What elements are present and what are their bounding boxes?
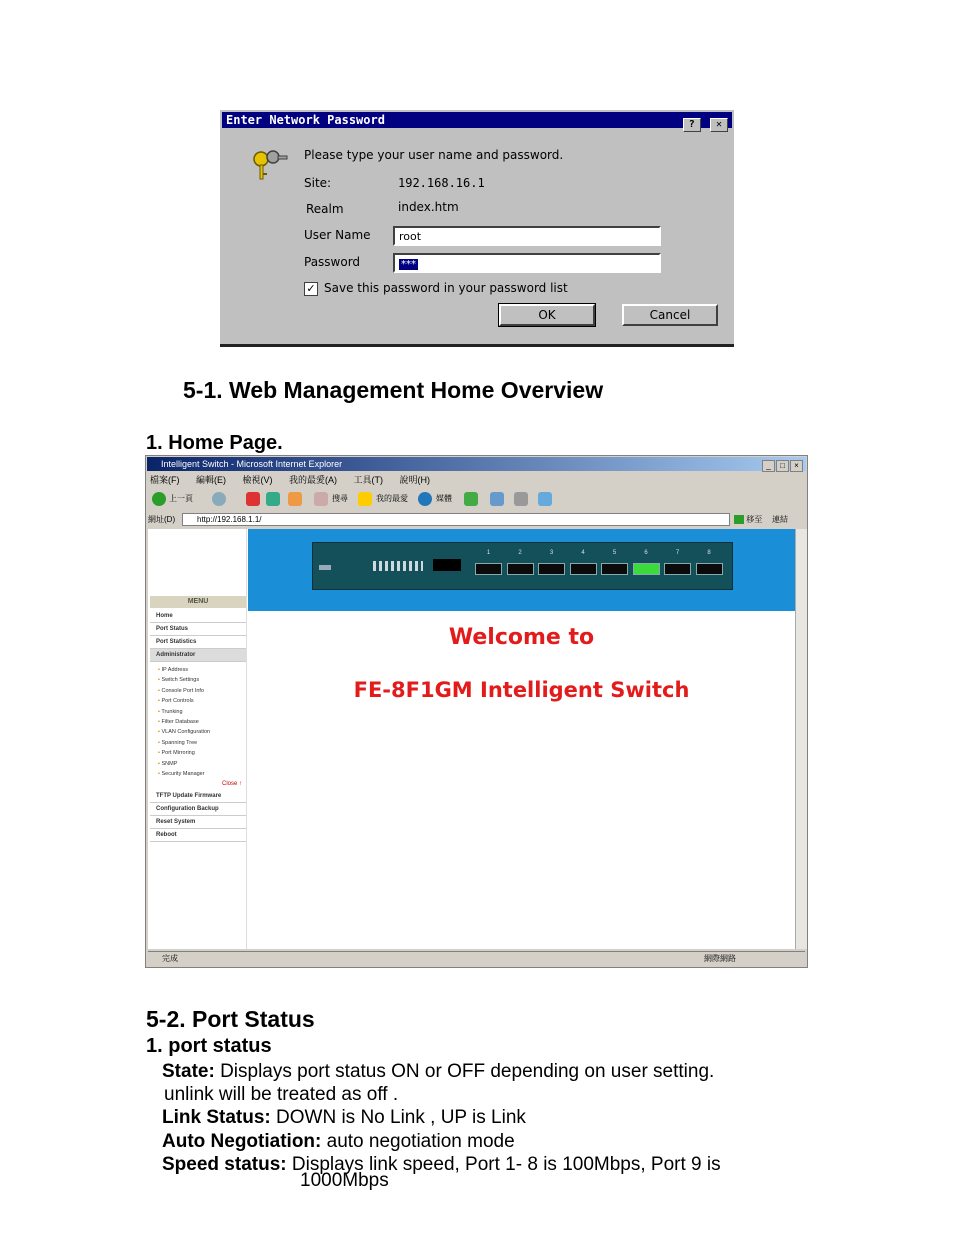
mail-icon[interactable] [490,492,504,506]
password-label: Password [304,255,361,269]
port-number-label: 2 [518,550,522,556]
realm-label: Realm [306,202,344,216]
media-icon[interactable] [418,492,432,506]
menu-item-config-backup[interactable]: Configuration Backup [150,803,246,816]
history-icon[interactable] [464,492,478,506]
auto-paragraph [162,1130,515,1153]
address-bar [148,513,805,527]
browser-window [145,455,808,968]
menu-item-port-status[interactable]: Port Status [150,623,246,636]
address-label: 網址(D) [148,515,176,524]
minimize-icon[interactable]: _ [762,460,775,472]
port-1-icon[interactable] [475,563,502,575]
speed-label: Speed status: [162,1154,287,1175]
site-value: 192.168.16.1 [398,176,485,190]
dialog-title-bar [222,112,732,128]
submenu-security-manager[interactable]: • Security Manager [150,769,246,779]
media-label[interactable]: 媒體 [436,494,452,503]
product-name: FE-8F1GM Intelligent Switch [353,678,690,702]
link-text: DOWN is No Link , UP is Link [270,1107,526,1128]
save-password-checkbox[interactable]: ✓ [304,282,318,296]
section-heading-overview: 5-1. Web Management Home Overview [183,377,604,403]
state-paragraph [162,1060,714,1083]
browser-title-bar [147,457,806,471]
auto-label: Auto Negotiation: [162,1131,322,1152]
go-arrow-icon [734,515,744,524]
back-icon[interactable] [152,492,166,506]
welcome-text: Welcome to [448,625,595,650]
power-led-icon [319,565,331,570]
vertical-scrollbar[interactable] [795,529,807,949]
state-label: State: [162,1061,215,1082]
clipped-line [0,1170,954,1191]
links-label[interactable]: 連結 [772,515,788,524]
help-button[interactable]: ? [683,118,701,132]
search-icon[interactable] [314,492,328,506]
username-label: User Name [304,228,371,242]
port-number-label: 1 [486,550,491,556]
port-number-label: 6 [644,550,648,556]
submenu-port-mirroring[interactable]: • Port Mirroring [150,748,246,758]
port-2-icon[interactable] [507,563,534,575]
password-mask: *** [401,259,416,270]
port-5-icon[interactable] [601,563,628,575]
port-number-label: 4 [581,550,585,556]
dialog-title: Enter Network Password [226,113,385,127]
menu-item-home[interactable]: Home [150,610,246,623]
refresh-icon[interactable] [266,492,280,506]
link-label: Link Status: [162,1107,271,1128]
go-label: 移至 [746,515,763,524]
home-icon[interactable] [288,492,302,506]
close-button[interactable]: ✕ [710,118,728,132]
port-4-icon[interactable] [570,563,597,575]
submenu-console-port-info[interactable]: • Console Port Info [150,686,246,696]
favorites-icon[interactable] [358,492,372,506]
port-8-icon[interactable] [696,563,723,575]
search-label[interactable]: 搜尋 [332,494,348,503]
print-icon[interactable] [514,492,528,506]
submenu-vlan-configuration[interactable]: • VLAN Configuration [150,727,246,737]
submenu-close-link[interactable] [150,779,246,790]
submenu-port-controls[interactable]: • Port Controls [150,696,246,706]
switch-front-panel [312,542,733,590]
port-number-label: 3 [549,550,554,556]
subheading-home-page: 1. Home Page. [146,432,283,454]
speed-paragraph [162,1153,721,1176]
port-number-label: 7 [675,550,680,556]
auto-text: auto negotiation mode [321,1131,515,1152]
menu-list [150,610,246,842]
port-number-label: 5 [612,550,617,556]
state-text: Displays port status ON or OFF depending on user setting. [214,1061,715,1082]
browser-toolbar [150,489,803,511]
state-continuation: unlink will be treated as off . [164,1084,399,1105]
stop-icon[interactable] [246,492,260,506]
password-input[interactable] [393,253,661,273]
menu-header: MENU [150,596,246,608]
status-bar [148,951,805,966]
forward-icon[interactable] [212,492,226,506]
address-input[interactable]: http://192.168.1.1/ [182,513,730,526]
back-label[interactable]: 上一頁 [169,494,193,503]
menu-item-administrator[interactable]: Administrator [150,649,246,662]
status-leds [373,561,423,571]
status-text: 完成 [162,954,178,963]
menu-item-reboot[interactable]: Reboot [150,829,246,842]
close-link-label: Close [221,781,238,788]
zone-text: 網際網路 [704,954,736,963]
submenu-ip-address[interactable]: • IP Address [150,665,246,675]
submenu-filter-database[interactable]: • Filter Database [150,717,246,727]
dialog-prompt: Please type your user name and password. [304,148,564,162]
network-password-dialog [220,110,734,347]
menu-item-tftp-update[interactable]: TFTP Update Firmware [150,790,246,803]
gigabit-slot [433,559,461,571]
submenu-snmp[interactable]: • SNMP [150,759,246,769]
menu-item-port-statistics[interactable]: Port Statistics [150,636,246,649]
close-arrow-icon: ↑ [239,781,242,788]
subheading-port-status: 1. port status [146,1035,272,1057]
realm-value: index.htm [398,200,459,214]
switch-banner [248,529,795,611]
left-menu-frame [148,529,247,949]
menu-item-reset-system[interactable]: Reset System [150,816,246,829]
port-6-icon[interactable] [633,563,660,575]
link-paragraph [162,1106,526,1129]
port-number-label: 8 [707,550,711,556]
go-button[interactable] [734,513,762,527]
browser-viewport [148,529,795,949]
speed-text: Displays link speed, Port 1- 8 is 100Mbps, Port 9 is [286,1154,721,1175]
save-password-label: Save this password in your password list [324,281,568,295]
maximize-icon[interactable]: □ [776,460,789,472]
favorites-label[interactable]: 我的最愛 [376,494,408,503]
ok-button[interactable]: OK [499,304,595,326]
submenu-spanning-tree[interactable]: • Spanning Tree [150,738,246,748]
section-heading-port-status: 5-2. Port Status [146,1006,315,1032]
cancel-button[interactable]: Cancel [622,304,718,326]
site-label: Site: [304,176,332,190]
browser-menu-bar[interactable]: 檔案(F) 編輯(E) 檢視(V) 我的最愛(A) 工具(T) 說明(H) [150,475,430,485]
port-3-icon[interactable] [538,563,565,575]
submenu-trunking[interactable]: • Trunking [150,707,246,717]
speed-continuation: 1000Mbps [300,1170,389,1191]
submenu-switch-settings[interactable]: • Switch Settings [150,675,246,685]
port-7-icon[interactable] [664,563,691,575]
username-input[interactable]: root [393,226,661,246]
edit-icon[interactable] [538,492,552,506]
browser-title: Intelligent Switch - Microsoft Internet Explorer [161,459,343,469]
close-icon[interactable]: × [790,460,803,472]
keys-icon [248,145,288,185]
